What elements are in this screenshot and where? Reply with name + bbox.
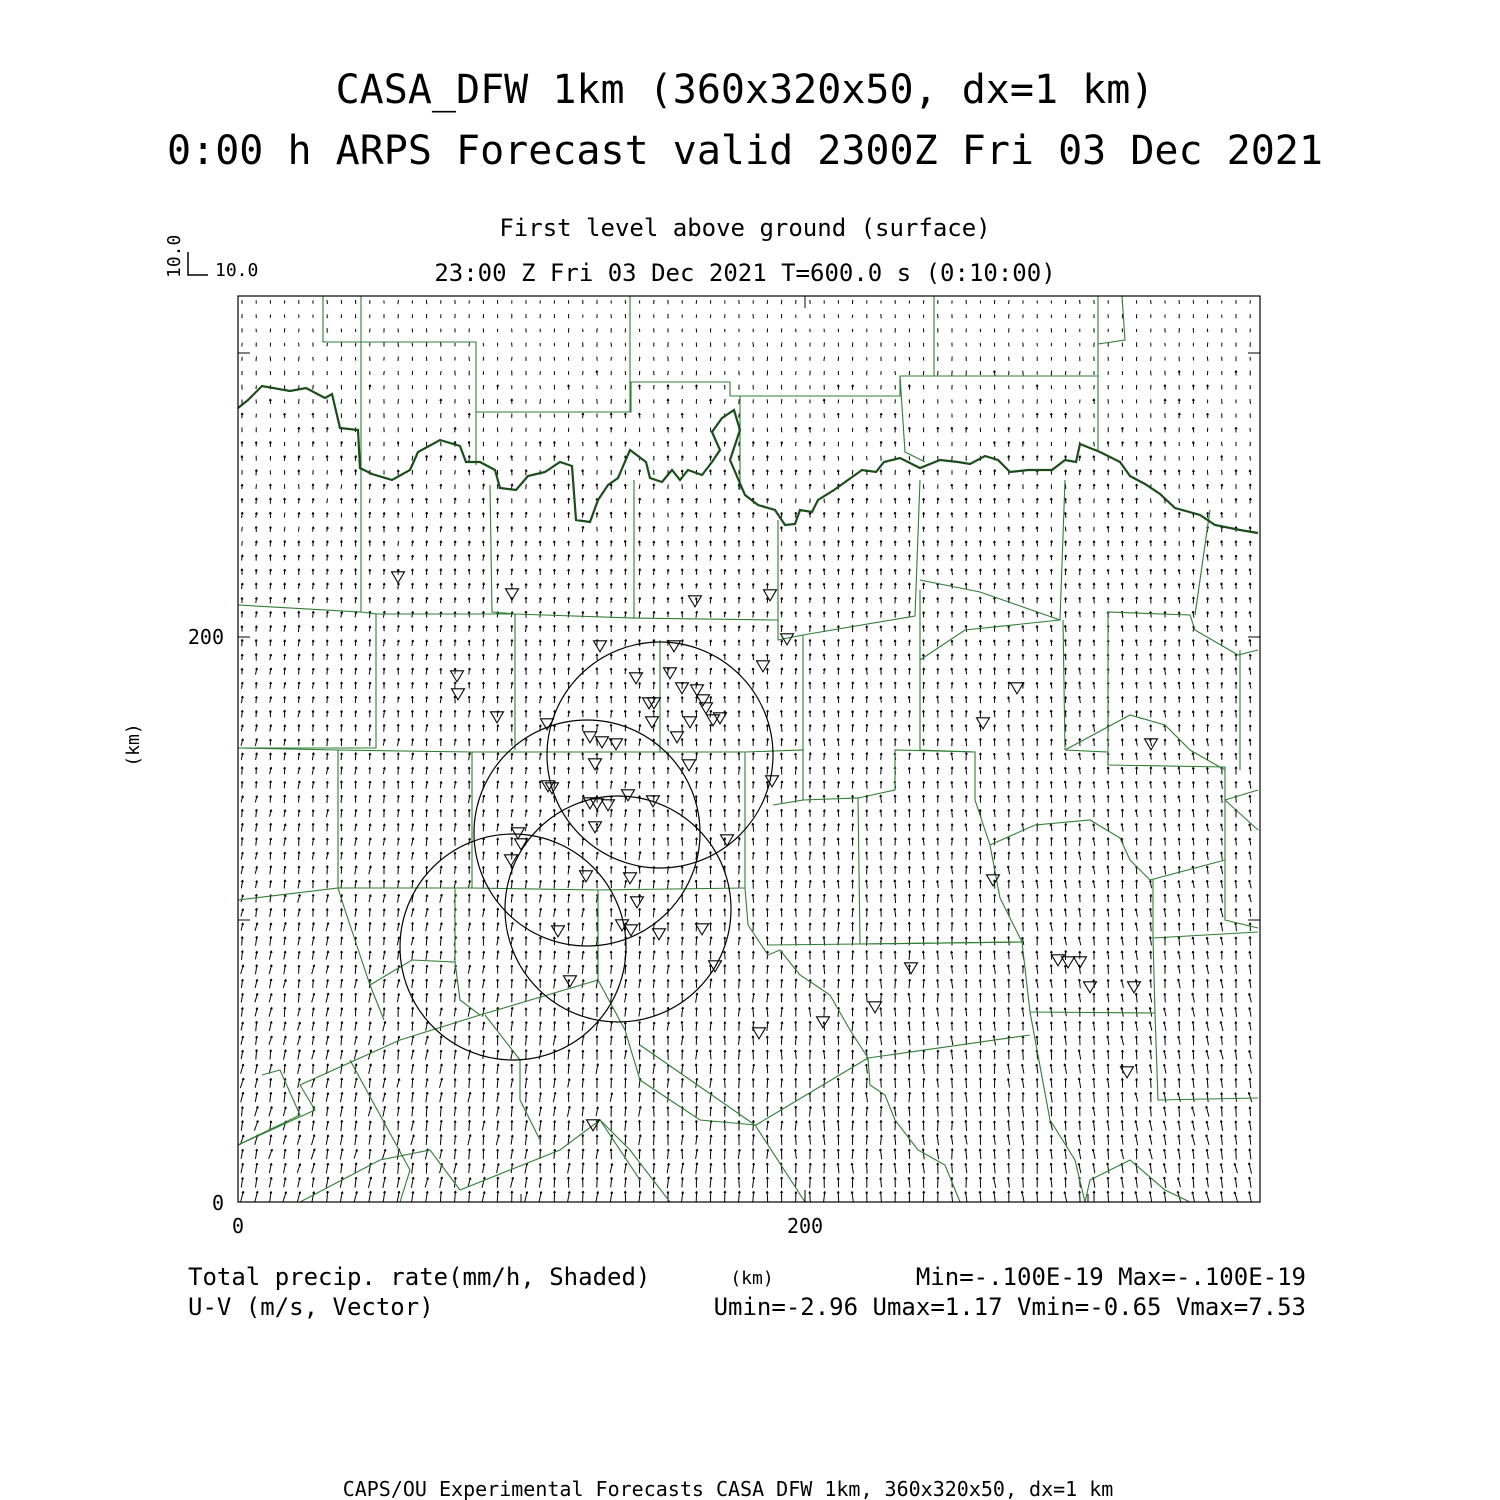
- station-triangle-icon: [646, 717, 659, 728]
- county-boundaries: [238, 296, 1258, 1202]
- station-triangle-icon: [764, 590, 777, 601]
- station-triangle-icon: [905, 963, 918, 974]
- title-line-1: CASA_DFW 1km (360x320x50, dx=1 km): [335, 67, 1155, 113]
- title-line-2: 0:00 h ARPS Forecast valid 2300Z Fri 03 Dec 2021: [167, 128, 1323, 174]
- station-triangle-icon: [491, 712, 504, 723]
- station-triangle-icon: [684, 717, 697, 728]
- station-triangle-icon: [552, 926, 565, 937]
- station-triangle-icon: [564, 976, 577, 987]
- station-triangle-icon: [625, 925, 638, 936]
- radar-range-ring: [474, 720, 700, 946]
- station-triangle-icon: [602, 800, 615, 811]
- station-triangle-icon: [817, 1017, 830, 1028]
- station-triangle-icon: [683, 760, 696, 771]
- y-tick-200: 200: [187, 625, 224, 649]
- shaded-field-label: Total precip. rate(mm/h, Shaded): [188, 1263, 651, 1291]
- level-label: First level above ground (surface): [499, 214, 991, 242]
- vector-key-u-label: 10.0: [215, 260, 259, 281]
- station-markers: [392, 572, 1158, 1131]
- wind-minmax: Umin=-2.96 Umax=1.17 Vmin=-0.65 Vmax=7.53: [713, 1293, 1306, 1321]
- station-triangle-icon: [589, 759, 602, 770]
- x-axis-unit: (km): [730, 1268, 774, 1289]
- station-triangle-icon: [452, 689, 465, 700]
- station-triangle-icon: [696, 924, 709, 935]
- station-triangle-icon: [631, 897, 644, 908]
- station-triangle-icon: [580, 871, 593, 882]
- plot-frame: [238, 296, 1260, 1202]
- x-tick-200: 200: [786, 1214, 824, 1238]
- station-triangle-icon: [594, 641, 607, 652]
- station-triangle-icon: [622, 790, 635, 801]
- y-tick-0: 0: [211, 1191, 224, 1215]
- vector-key-v-label: 10.0: [164, 234, 185, 278]
- y-axis-unit: (km): [123, 723, 144, 767]
- state-boundary: [238, 386, 1258, 533]
- station-triangle-icon: [753, 1028, 766, 1039]
- station-triangle-icon: [584, 732, 597, 743]
- radar-range-rings: [400, 642, 773, 1060]
- precip-minmax: Min=-.100E-19 Max=-.100E-19: [915, 1263, 1306, 1291]
- station-triangle-icon: [721, 835, 734, 846]
- station-triangle-icon: [664, 668, 677, 679]
- station-triangle-icon: [589, 822, 602, 833]
- station-triangle-icon: [451, 671, 464, 682]
- station-triangle-icon: [630, 673, 643, 684]
- station-triangle-icon: [977, 718, 990, 729]
- station-triangle-icon: [1128, 982, 1141, 993]
- station-triangle-icon: [1062, 957, 1075, 968]
- credit-line: CAPS/OU Experimental Forecasts CASA_DFW 1km, 360x320x50, dx=1 km: [342, 1477, 1114, 1500]
- vector-field-label: U-V (m/s, Vector): [188, 1293, 434, 1321]
- station-triangle-icon: [671, 732, 684, 743]
- station-triangle-icon: [697, 695, 710, 706]
- axis-ticks: [238, 296, 1260, 1202]
- station-triangle-icon: [512, 828, 525, 839]
- station-triangle-icon: [691, 685, 704, 696]
- x-tick-0: 0: [231, 1214, 245, 1238]
- vector-key: [164, 235, 258, 281]
- station-triangle-icon: [689, 596, 702, 607]
- station-triangle-icon: [1011, 683, 1024, 694]
- valid-time-label: 23:00 Z Fri 03 Dec 2021 T=600.0 s (0:10:00): [434, 259, 1056, 287]
- station-triangle-icon: [869, 1002, 882, 1013]
